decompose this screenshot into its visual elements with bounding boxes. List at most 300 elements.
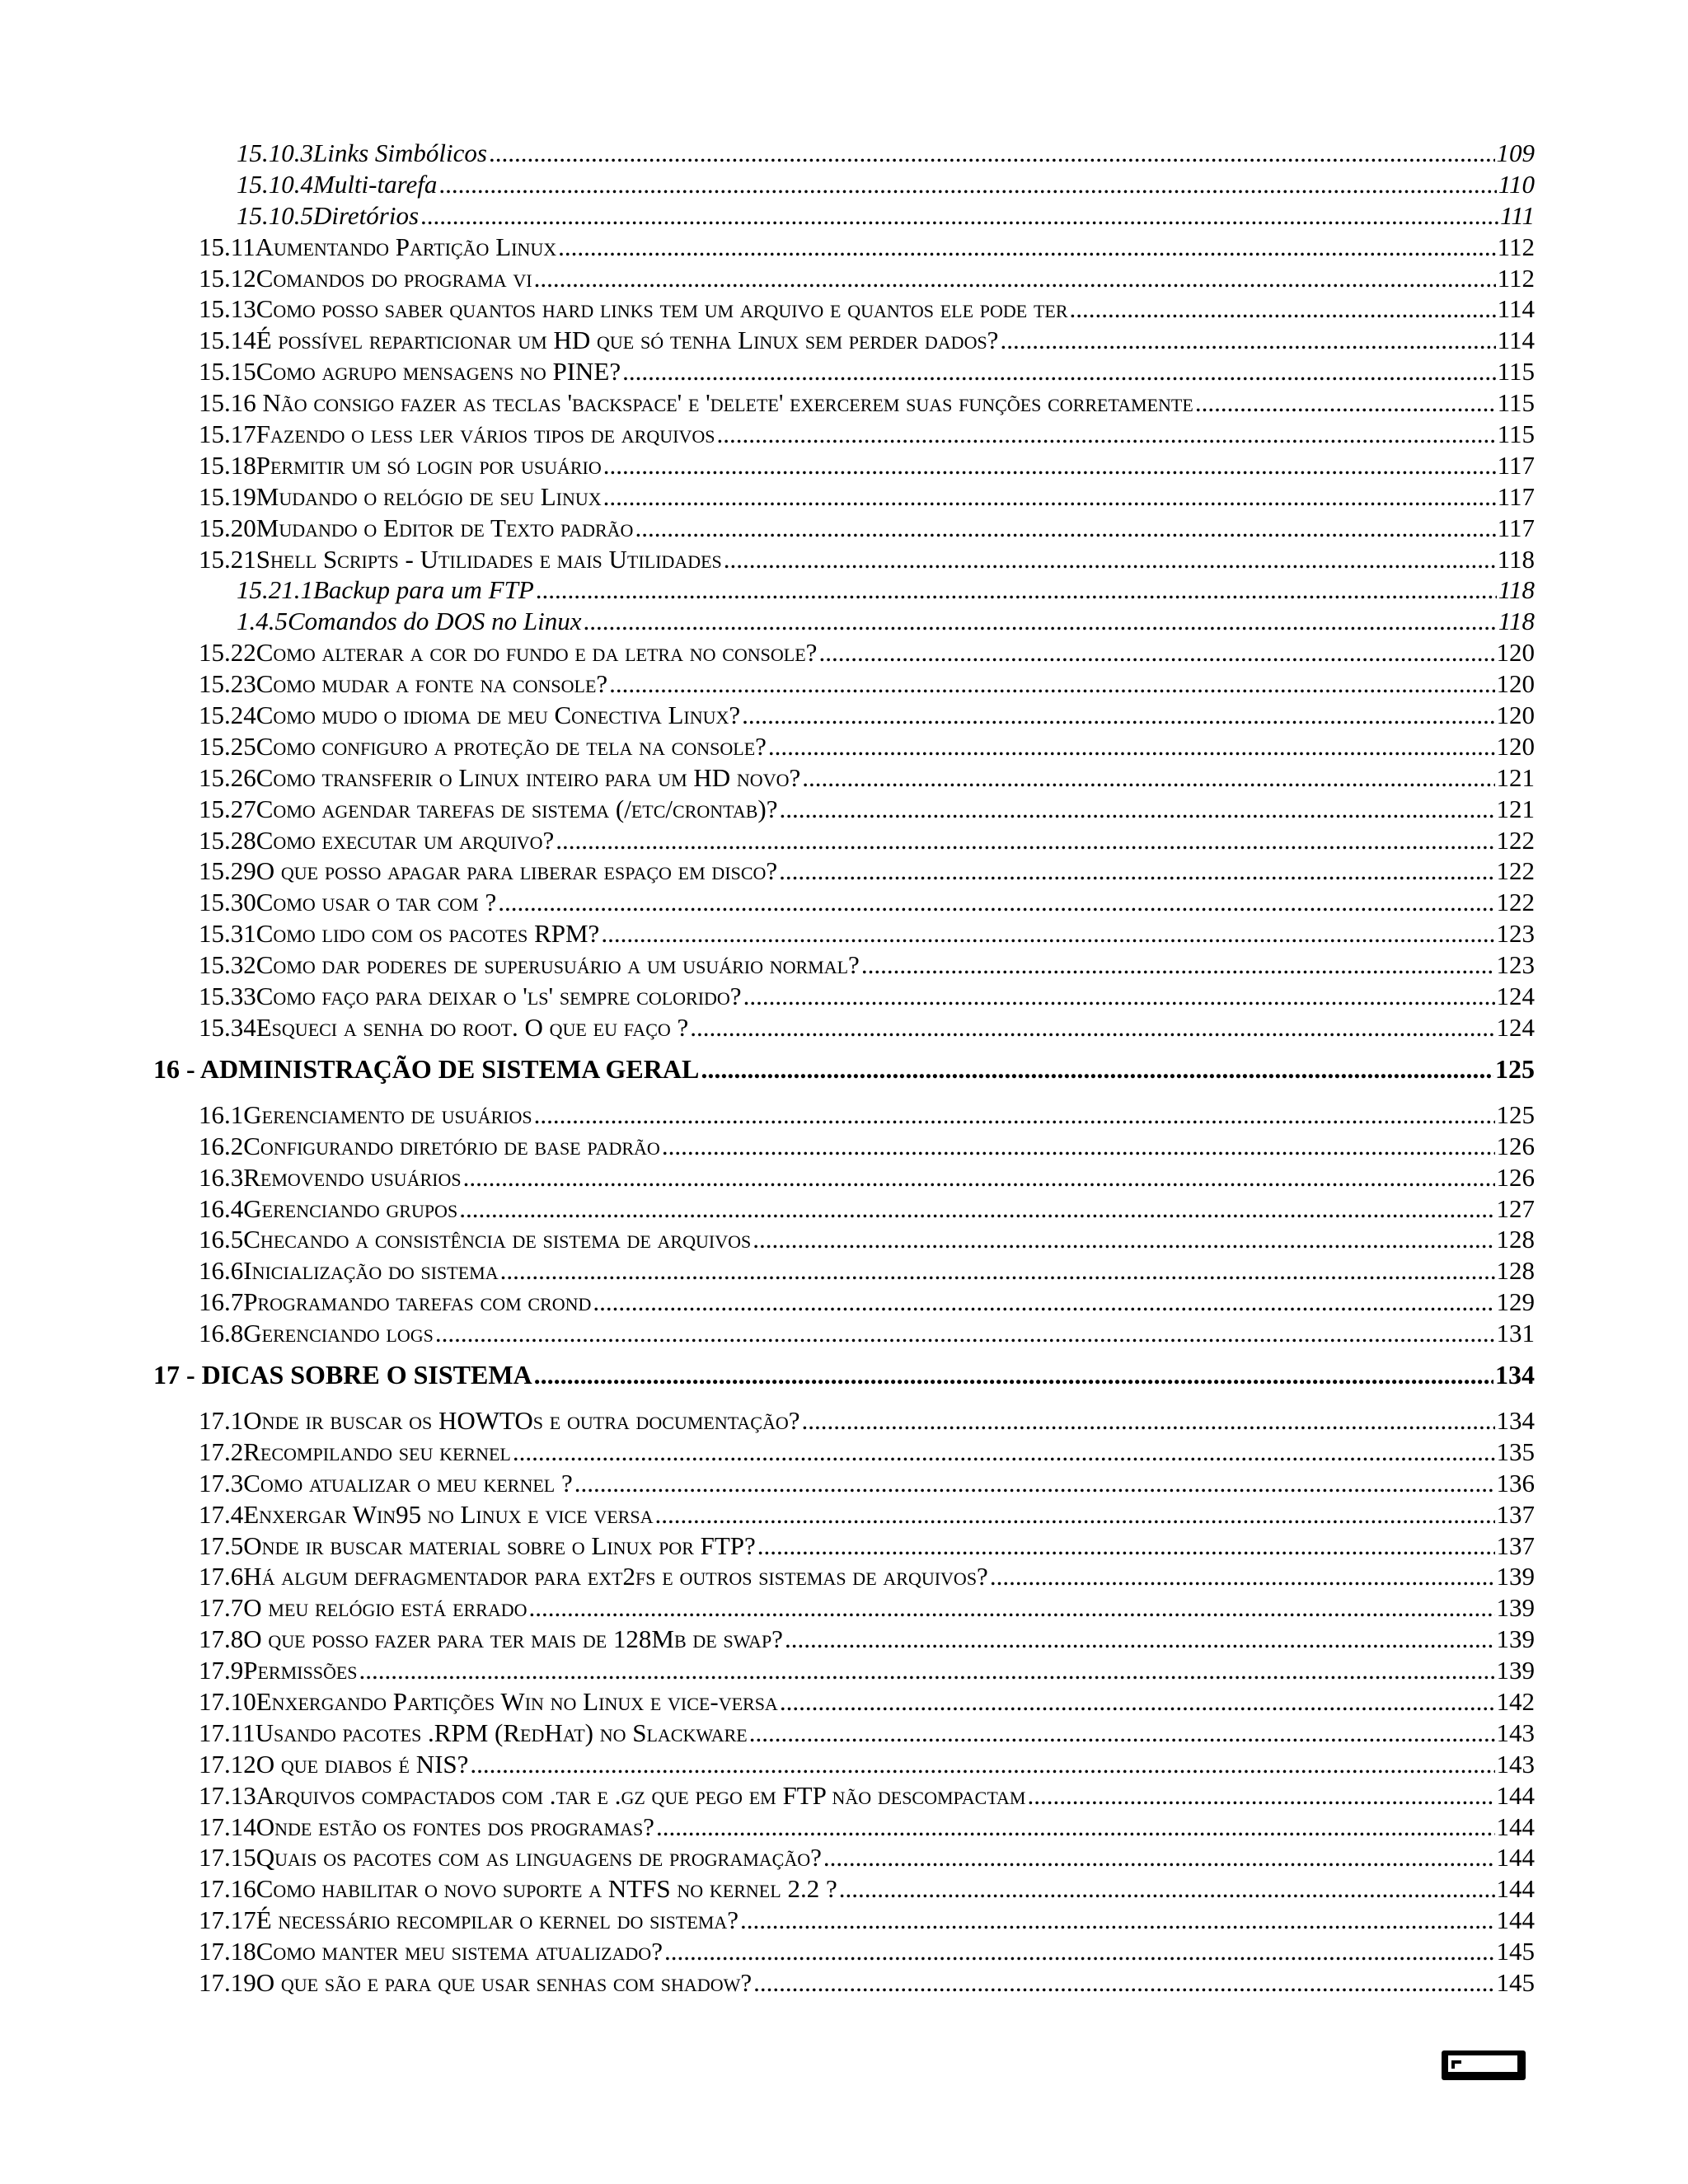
toc-entry[interactable] <box>153 669 1535 701</box>
toc-entry-page-number: 110 <box>1498 169 1535 199</box>
toc-entry-number: 17.13 <box>199 1780 256 1810</box>
toc-entry-title: É possível reparticionar um HD que só tenha Linux sem perder dados? <box>256 326 999 355</box>
toc-entry-title: Como agrupo mensagens no PINE? <box>256 357 621 387</box>
toc-entry-page-number: 139 <box>1496 1624 1535 1654</box>
toc-entry[interactable] <box>153 201 1535 232</box>
toc-entry[interactable] <box>153 888 1535 919</box>
toc-entry-label <box>199 1937 664 1966</box>
toc-entry-label <box>199 1562 990 1591</box>
toc-entry-label <box>199 1132 662 1161</box>
toc-entry-title: Como habilitar o novo suporte a NTFS no kernel 2.2 ? <box>256 1874 837 1904</box>
toc-entry-label <box>237 575 536 605</box>
dot-leader <box>753 1225 1494 1254</box>
toc-entry-label <box>199 1437 513 1467</box>
toc-entry-page-number: 123 <box>1496 950 1535 980</box>
toc-entry-number: 17.8 <box>199 1624 244 1654</box>
dot-leader <box>622 357 1496 387</box>
toc-entry-label <box>199 1163 463 1193</box>
toc-entry-page-number: 134 <box>1496 1405 1535 1435</box>
toc-entry-number: 15.24 <box>199 701 256 730</box>
toc-entry-title: Backup para um FTP <box>313 575 534 605</box>
toc-entry-page-number: 139 <box>1496 1656 1535 1685</box>
toc-entry[interactable] <box>153 1718 1535 1750</box>
toc-entry-title: O que diabos é NIS? <box>256 1749 469 1779</box>
toc-entry[interactable] <box>153 1013 1535 1044</box>
toc-entry-label <box>199 545 724 574</box>
toc-entry-number: 15.25 <box>199 731 256 761</box>
toc-entry[interactable] <box>153 1194 1535 1226</box>
toc-entry[interactable] <box>153 982 1535 1013</box>
toc-entry-page-number: 128 <box>1496 1256 1535 1286</box>
dot-leader <box>701 1054 1493 1085</box>
toc-entry-page-number: 109 <box>1496 138 1535 167</box>
toc-entry-label <box>199 388 1195 418</box>
toc-entry-page-number: 144 <box>1496 1780 1535 1810</box>
toc-entry-label <box>199 826 556 855</box>
toc-entry[interactable] <box>153 607 1535 638</box>
dot-leader <box>534 1100 1495 1130</box>
toc-entry-number: 15.29 <box>199 856 256 886</box>
toc-entry-label <box>199 513 635 543</box>
toc-entry-page-number: 131 <box>1496 1319 1535 1348</box>
toc-entry-label <box>199 1750 470 1779</box>
toc-entry[interactable] <box>153 575 1535 607</box>
toc-entry-number: 16.2 <box>199 1131 244 1160</box>
toc-entry-page-number: 143 <box>1496 1718 1535 1747</box>
toc-entry-page-number: 117 <box>1497 481 1535 511</box>
toc-entry-label <box>237 138 489 168</box>
toc-entry-number: 17.14 <box>199 1811 256 1841</box>
toc-entry-page-number: 144 <box>1496 1811 1535 1841</box>
toc-entry-page-number: 115 <box>1497 388 1535 418</box>
toc-entry[interactable] <box>153 732 1535 763</box>
toc-entry-title: O que posso apagar para liberar espaço em disco? <box>256 856 778 886</box>
toc-entry-number: 16.8 <box>199 1319 244 1348</box>
toc-entry-label <box>199 232 558 262</box>
toc-entry[interactable] <box>153 513 1535 545</box>
toc-entry[interactable] <box>153 326 1535 357</box>
dot-leader <box>574 1469 1495 1498</box>
toc-entry[interactable] <box>153 856 1535 888</box>
toc-entry-number: 17.2 <box>199 1436 244 1466</box>
toc-entry-page-number: 120 <box>1496 669 1535 699</box>
toc-entry-number: 15.26 <box>199 762 256 792</box>
toc-entry-title: Como executar um arquivo? <box>256 825 555 855</box>
dot-leader <box>498 888 1494 917</box>
toc-entry-page-number: 117 <box>1497 450 1535 480</box>
toc-entry[interactable] <box>153 1812 1535 1844</box>
dot-leader <box>662 1132 1495 1161</box>
dot-leader <box>1070 294 1496 324</box>
toc-entry-title: Onde ir buscar material sobre o Linux por FTP? <box>243 1530 756 1560</box>
toc-entry-page-number: 123 <box>1496 919 1535 949</box>
dot-leader <box>818 638 1494 668</box>
toc-entry[interactable] <box>153 794 1535 826</box>
dot-leader <box>749 1718 1495 1748</box>
toc-entry-title: Arquivos compactados com .tar e .gz que pego em FTP não descompactam <box>256 1780 1026 1810</box>
toc-entry[interactable] <box>153 1593 1535 1624</box>
toc-entry-page-number: 121 <box>1496 762 1535 792</box>
toc-entry-label <box>199 1656 359 1685</box>
toc-entry[interactable] <box>153 170 1535 201</box>
toc-entry[interactable] <box>153 138 1535 170</box>
dot-leader <box>459 1194 1494 1224</box>
toc-entry[interactable] <box>153 1905 1535 1937</box>
toc-entry-page-number: 120 <box>1496 731 1535 761</box>
toc-entry-title: Como manter meu sistema atualizado? <box>256 1937 663 1966</box>
toc-entry-number: 15.21.1 <box>237 575 313 605</box>
toc-entry[interactable] <box>153 388 1535 419</box>
toc-entry-number: 16 - <box>153 1053 200 1084</box>
toc-entry-label <box>153 1360 534 1390</box>
toc-entry-number: 15.34 <box>199 1012 256 1042</box>
toc-entry[interactable] <box>153 1437 1535 1469</box>
toc-entry-title: Enxergar Win95 no Linux e vice versa <box>243 1499 654 1529</box>
toc-entry-page-number: 120 <box>1496 638 1535 668</box>
dot-leader <box>438 170 1496 199</box>
toc-entry-label <box>199 264 534 293</box>
toc-entry[interactable] <box>153 1132 1535 1163</box>
dot-leader <box>536 575 1497 605</box>
toc-entry-title: Recompilando seu kernel <box>243 1436 511 1466</box>
toc-entry-label <box>237 607 584 636</box>
toc-entry-title: Inicialização do sistema <box>243 1256 499 1286</box>
toc-entry-page-number: 142 <box>1496 1686 1535 1716</box>
toc-entry[interactable] <box>153 545 1535 576</box>
toc-entry-label <box>199 1531 757 1561</box>
toc-entry-number: 17.15 <box>199 1843 256 1872</box>
toc-entry[interactable] <box>153 1750 1535 1781</box>
toc-entry-label <box>199 1781 1027 1811</box>
dot-leader <box>635 513 1495 543</box>
toc-entry-number: 16.4 <box>199 1193 244 1223</box>
toc-entry[interactable] <box>153 826 1535 857</box>
toc-entry-label <box>153 1054 701 1085</box>
toc-entry-title: Como mudar a fonte na console? <box>256 669 608 699</box>
toc-entry-page-number: 122 <box>1496 888 1535 917</box>
toc-entry-title: Shell Scripts - Utilidades e mais Utilidades <box>256 544 722 574</box>
toc-entry-page-number: 125 <box>1496 1099 1535 1129</box>
toc-entry-number: 17.1 <box>199 1405 244 1435</box>
toc-entry-number: 15.11 <box>199 232 256 261</box>
toc-entry[interactable] <box>153 1781 1535 1812</box>
toc-entry-number: 15.32 <box>199 950 256 980</box>
toc-entry[interactable] <box>153 419 1535 451</box>
toc-entry-number: 15.20 <box>199 513 256 542</box>
toc-entry-page-number: 144 <box>1496 1843 1535 1872</box>
toc-entry-title: É necessário recompilar o kernel do sistema? <box>256 1905 738 1935</box>
toc-entry-page-number: 136 <box>1496 1468 1535 1497</box>
dot-leader <box>656 1812 1495 1842</box>
toc-entry-label <box>199 1194 459 1224</box>
toc-entry-page-number: 114 <box>1497 326 1535 355</box>
dot-leader <box>740 1905 1495 1935</box>
toc-entry-number: 15.10.3 <box>237 138 313 167</box>
toc-entry-number: 15.22 <box>199 638 256 668</box>
toc-entry-title: Permitir um só login por usuário <box>256 450 602 480</box>
toc-entry[interactable] <box>153 1225 1535 1256</box>
toc-entry-title: Como mudo o idioma de meu Conectiva Linux? <box>256 701 741 730</box>
toc-entry-page-number: 145 <box>1496 1967 1535 1997</box>
dot-leader <box>435 1319 1495 1348</box>
toc-chapter-entry[interactable] <box>153 1360 1535 1396</box>
toc-entry-title: Como atualizar o meu kernel ? <box>243 1468 573 1497</box>
toc-entry[interactable] <box>153 1656 1535 1687</box>
toc-entry-number: 15.19 <box>199 481 256 511</box>
toc-entry-label <box>199 669 609 699</box>
toc-entry-label <box>199 794 779 824</box>
toc-entry-number: 17.7 <box>199 1593 244 1623</box>
toc-entry-number: 16.5 <box>199 1225 244 1254</box>
dot-leader <box>584 607 1497 636</box>
toc-entry[interactable] <box>153 950 1535 982</box>
toc-entry-number: 15.12 <box>199 263 256 293</box>
toc-entry-title: Permissões <box>243 1656 358 1685</box>
toc-entry-page-number: 135 <box>1496 1436 1535 1466</box>
toc-entry-label <box>199 763 802 793</box>
toc-entry-label <box>199 1256 500 1286</box>
toc-entry[interactable] <box>153 1874 1535 1905</box>
toc-entry-title: Onde estão os fontes dos programas? <box>256 1811 654 1841</box>
toc-entry-label <box>199 482 603 512</box>
toc-entry[interactable] <box>153 701 1535 732</box>
toc-entry[interactable] <box>153 451 1535 482</box>
toc-entry[interactable] <box>153 1469 1535 1500</box>
toc-entry[interactable] <box>153 1843 1535 1874</box>
toc-entry-title: Quais os pacotes com as linguagens de programação? <box>256 1843 822 1872</box>
toc-entry-title: Como transferir o Linux inteiro para um HD novo? <box>256 762 801 792</box>
toc-entry-label <box>199 1968 753 1998</box>
toc-entry-title: Gerenciamento de usuários <box>243 1099 532 1129</box>
toc-entry-page-number: 127 <box>1496 1193 1535 1223</box>
toc-entry-number: 15.21 <box>199 544 256 574</box>
toc-entry-page-number: 137 <box>1496 1499 1535 1529</box>
toc-entry-number: 15.14 <box>199 326 256 355</box>
toc-entry-title: Como dar poderes de superusuário a um usuário normal? <box>256 950 860 980</box>
toc-entry-title: Há algum defragmentador para ext2fs e outros sistemas de arquivos? <box>243 1562 988 1591</box>
toc-entry-label <box>199 1319 435 1348</box>
toc-entry-page-number: 124 <box>1496 1012 1535 1042</box>
dot-leader <box>556 826 1494 855</box>
toc-entry-number: 15.17 <box>199 419 256 449</box>
toc-entry-page-number: 128 <box>1496 1225 1535 1254</box>
toc-entry-page-number: 120 <box>1496 701 1535 730</box>
toc-entry[interactable] <box>153 1968 1535 1999</box>
toc-entry-label <box>199 982 743 1011</box>
toc-entry-title: Como lido com os pacotes RPM? <box>256 919 600 949</box>
toc-entry-title: Como agendar tarefas de sistema (/etc/crontab)? <box>256 794 778 823</box>
toc-entry-title: O que posso fazer para ter mais de 128Mb de swap? <box>243 1624 783 1654</box>
dot-leader <box>534 264 1496 293</box>
dot-leader <box>779 794 1494 824</box>
toc-entry-title: O que são e para que usar senhas com shadow? <box>256 1967 753 1997</box>
toc-entry-title: Programando tarefas com crond <box>243 1287 592 1317</box>
toc-entry[interactable] <box>153 763 1535 794</box>
toc-entry-title: Aumentando Partição Linux <box>255 232 557 261</box>
toc-entry-label <box>199 1500 655 1530</box>
toc-entry-page-number: 111 <box>1500 200 1535 230</box>
toc-entry-page-number: 118 <box>1497 544 1535 574</box>
toc-entry-label <box>199 732 768 762</box>
toc-entry-number: 1.4.5 <box>237 607 288 636</box>
toc-entry-number: 17.12 <box>199 1749 256 1779</box>
dot-leader <box>724 545 1496 574</box>
toc-entry-page-number: 129 <box>1496 1287 1535 1317</box>
toc-entry-number: 17.19 <box>199 1967 256 1997</box>
page-corner-mark-icon <box>1438 2049 1529 2082</box>
toc-entry-page-number: 114 <box>1497 294 1535 324</box>
toc-entry-page-number: 121 <box>1496 794 1535 823</box>
toc-entry-label <box>199 1843 823 1872</box>
dot-leader <box>990 1562 1495 1591</box>
toc-entry-label <box>199 919 601 949</box>
toc-entry[interactable] <box>153 1531 1535 1563</box>
dot-leader <box>463 1163 1495 1193</box>
toc-entry[interactable] <box>153 638 1535 669</box>
dot-leader <box>802 1406 1495 1436</box>
toc-entry-label <box>199 1624 785 1654</box>
toc-entry-title: Usando pacotes .RPM (RedHat) no Slackware <box>255 1718 748 1747</box>
toc-entry[interactable] <box>153 1500 1535 1531</box>
toc-entry-number: 15.10.4 <box>237 169 313 199</box>
toc-entry-title: Como configuro a proteção de tela na console? <box>256 731 767 761</box>
toc-entry-number: 17.18 <box>199 1937 256 1966</box>
toc-entry[interactable] <box>153 1163 1535 1194</box>
toc-entry-title: Multi-tarefa <box>313 169 438 199</box>
toc-entry[interactable] <box>153 1937 1535 1968</box>
toc-entry-label <box>199 1100 534 1130</box>
dot-leader <box>558 232 1496 262</box>
toc-entry-page-number: 122 <box>1496 825 1535 855</box>
toc-entry-number: 15.18 <box>199 450 256 480</box>
toc-entry-label <box>199 1013 690 1043</box>
dot-leader <box>802 763 1494 793</box>
dot-leader <box>861 950 1495 980</box>
toc-entry-title: Como faço para deixar o 'ls' sempre colorido? <box>256 982 742 1011</box>
dot-leader <box>716 419 1495 449</box>
toc-entry-page-number: 144 <box>1496 1874 1535 1904</box>
toc-entry-page-number: 137 <box>1496 1530 1535 1560</box>
dot-leader <box>1027 1781 1494 1811</box>
toc-entry-title: Gerenciando grupos <box>243 1193 458 1223</box>
dot-leader <box>655 1500 1495 1530</box>
dot-leader <box>603 482 1496 512</box>
toc-entry-label <box>199 357 622 387</box>
toc-entry[interactable] <box>153 919 1535 950</box>
toc-entry-page-number: 115 <box>1497 357 1535 387</box>
toc-entry[interactable] <box>153 482 1535 513</box>
dot-leader <box>1000 326 1495 355</box>
dot-leader <box>768 732 1495 762</box>
toc-entry[interactable] <box>153 357 1535 388</box>
dot-leader <box>753 1968 1494 1998</box>
toc-entry[interactable] <box>153 1562 1535 1593</box>
toc-entry-number: 15.30 <box>199 888 256 917</box>
toc-entry-page-number: 124 <box>1496 982 1535 1011</box>
toc-entry-number: 17.10 <box>199 1686 256 1716</box>
toc-entry-label <box>199 1905 740 1935</box>
toc-entry-label <box>199 638 818 668</box>
toc-entry-number: 15.31 <box>199 919 256 949</box>
dot-leader <box>470 1750 1494 1779</box>
dot-leader <box>1195 388 1496 418</box>
toc-entry-page-number: 126 <box>1496 1162 1535 1192</box>
toc-entry-title: Checando a consistência de sistema de arquivos <box>243 1225 752 1254</box>
toc-entry-title: Mudando o relógio de seu Linux <box>256 481 602 511</box>
toc-entry-label <box>199 326 1000 355</box>
toc-entry-label <box>199 1874 839 1904</box>
toc-entry-page-number: 125 <box>1495 1053 1535 1084</box>
toc-entry-number: 17.5 <box>199 1530 244 1560</box>
toc-entry-page-number: 115 <box>1497 419 1535 449</box>
toc-entry-number: 17.16 <box>199 1874 256 1904</box>
toc-entry-label <box>199 419 716 449</box>
toc-entry-title: Diretórios <box>313 200 420 230</box>
toc-entry[interactable] <box>153 294 1535 326</box>
toc-entry-label <box>199 294 1070 324</box>
table-of-contents <box>153 138 1535 1999</box>
toc-entry-title: Onde ir buscar os HOWTOs e outra documentação? <box>243 1405 800 1435</box>
toc-entry-title: Configurando diretório de base padrão <box>243 1131 660 1160</box>
toc-entry-title: Comandos do programa vi <box>256 263 532 293</box>
toc-entry-label <box>199 1406 802 1436</box>
toc-entry-label <box>199 1718 749 1748</box>
toc-entry[interactable] <box>153 1624 1535 1656</box>
toc-entry-number: 17.6 <box>199 1562 244 1591</box>
toc-chapter-entry[interactable] <box>153 1054 1535 1090</box>
toc-entry-label <box>199 950 861 980</box>
toc-entry[interactable] <box>153 1687 1535 1718</box>
toc-entry[interactable] <box>153 1287 1535 1319</box>
toc-entry[interactable] <box>153 1100 1535 1132</box>
toc-entry-number: 17.3 <box>199 1468 244 1497</box>
toc-entry[interactable] <box>153 1256 1535 1287</box>
toc-entry[interactable] <box>153 232 1535 264</box>
dot-leader <box>779 856 1494 886</box>
toc-entry-title: Mudando o Editor de Texto padrão <box>256 513 634 542</box>
toc-entry-label <box>199 1812 656 1842</box>
toc-entry-number: 17.4 <box>199 1499 244 1529</box>
dot-leader <box>513 1437 1495 1467</box>
toc-entry-number: 15.10.5 <box>237 200 313 230</box>
toc-entry[interactable] <box>153 1319 1535 1350</box>
dot-leader <box>420 201 1498 231</box>
toc-entry-page-number: 143 <box>1496 1749 1535 1779</box>
toc-entry-number: 15.33 <box>199 982 256 1011</box>
toc-entry-page-number: 126 <box>1496 1131 1535 1160</box>
toc-entry-number: 17.17 <box>199 1905 256 1935</box>
toc-entry-label <box>199 451 603 480</box>
toc-entry-label <box>199 888 498 917</box>
dot-leader <box>593 1287 1494 1317</box>
toc-entry-label <box>199 1469 574 1498</box>
toc-entry[interactable] <box>153 1406 1535 1437</box>
toc-entry-number: 15.27 <box>199 794 256 823</box>
dot-leader <box>609 669 1494 699</box>
toc-entry-title: Enxergando Partições Win no Linux e vice-versa <box>256 1686 778 1716</box>
dot-leader <box>742 701 1494 730</box>
toc-entry-number: 16.7 <box>199 1287 244 1317</box>
toc-entry-title: ADMINISTRAÇÃO DE SISTEMA GERAL <box>199 1053 700 1084</box>
toc-entry-page-number: 118 <box>1498 575 1535 605</box>
toc-entry[interactable] <box>153 264 1535 295</box>
toc-entry-page-number: 139 <box>1496 1562 1535 1591</box>
toc-entry-page-number: 112 <box>1497 263 1535 293</box>
dot-leader <box>743 982 1495 1011</box>
toc-entry-label <box>199 1287 593 1317</box>
toc-entry-page-number: 112 <box>1497 232 1535 261</box>
toc-entry-label <box>199 701 742 730</box>
